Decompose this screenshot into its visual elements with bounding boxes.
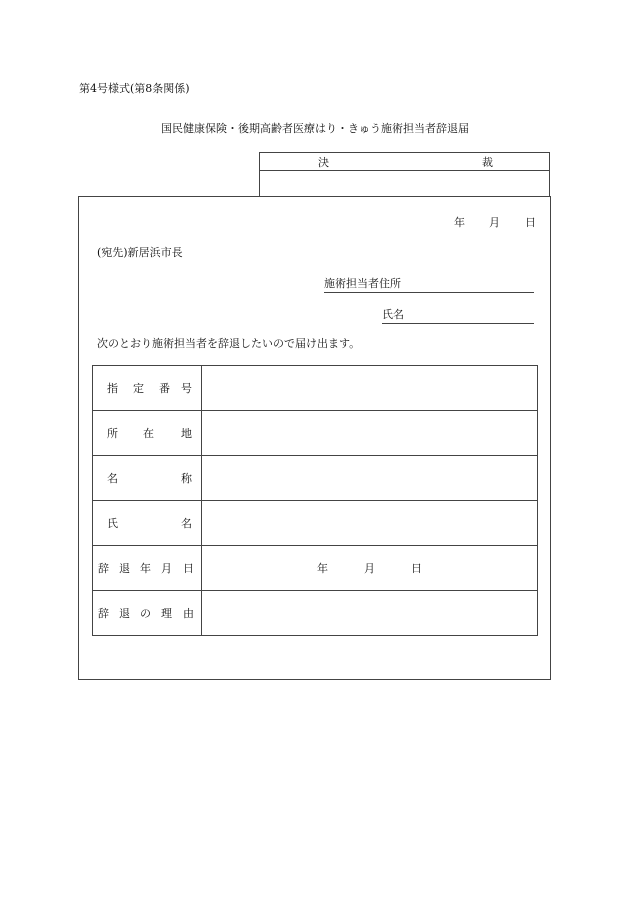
label-char: 日 [183, 562, 194, 575]
label-char: 年 [140, 562, 151, 575]
label-char: 番 [159, 382, 170, 395]
document-title: 国民健康保険・後期高齢者医療はり・きゅう施術担当者辞退届 [161, 122, 469, 135]
form-frame [78, 196, 551, 680]
date-day: 日 [525, 216, 536, 229]
details-table [92, 365, 538, 636]
label-char: 地 [181, 427, 192, 440]
approval-stamp-area[interactable] [260, 171, 549, 197]
approval-box-header [260, 153, 549, 171]
approval-label-left: 決 [318, 156, 329, 169]
table-row [93, 411, 538, 456]
row-label-facility-name [93, 456, 202, 501]
table-row [93, 501, 538, 546]
practitioner-address-label: 施術担当者住所 [324, 277, 401, 290]
table-row [93, 366, 538, 411]
label-char: 退 [119, 562, 130, 575]
row-label-designation-number [93, 366, 202, 411]
label-char: 由 [183, 607, 194, 620]
label-char: 称 [181, 472, 192, 485]
label-char: 理 [161, 607, 172, 620]
approval-label-right: 裁 [482, 156, 493, 169]
label-char: 指 [107, 382, 118, 395]
row-label-person-name [93, 501, 202, 546]
label-char: 辞 [98, 607, 109, 620]
label-char: 辞 [98, 562, 109, 575]
label-char: 定 [133, 382, 144, 395]
practitioner-address-field[interactable] [324, 275, 534, 293]
label-char: 退 [119, 607, 130, 620]
row-label-location [93, 411, 202, 456]
practitioner-name-label: 氏名 [382, 308, 404, 321]
withdrawal-year-unit: 年 [317, 562, 328, 575]
table-row [93, 591, 538, 636]
row-label-withdrawal-date [93, 546, 202, 591]
label-char: 氏 [107, 517, 118, 530]
label-char: の [140, 607, 151, 620]
statement: 次のとおり施術担当者を辞退したいので届け出ます。 [97, 337, 361, 350]
label-char: 所 [107, 427, 118, 440]
withdrawal-month-unit: 月 [364, 562, 375, 575]
label-char: 名 [181, 517, 192, 530]
location-input[interactable] [202, 411, 538, 456]
row-label-withdrawal-reason [93, 591, 202, 636]
label-char: 名 [107, 472, 118, 485]
approval-box [259, 152, 550, 196]
withdrawal-reason-input[interactable] [202, 591, 538, 636]
withdrawal-date-input[interactable] [202, 546, 538, 591]
table-row [93, 456, 538, 501]
person-name-input[interactable] [202, 501, 538, 546]
addressee: (宛先)新居浜市長 [97, 246, 183, 259]
designation-number-input[interactable] [202, 366, 538, 411]
facility-name-input[interactable] [202, 456, 538, 501]
withdrawal-day-unit: 日 [411, 562, 422, 575]
label-char: 号 [181, 382, 192, 395]
table-row [93, 546, 538, 591]
date-month: 月 [489, 216, 500, 229]
form-number: 第4号様式(第8条関係) [79, 82, 190, 95]
label-char: 月 [161, 562, 172, 575]
practitioner-name-field[interactable] [382, 306, 534, 324]
label-char: 在 [143, 427, 154, 440]
date-year: 年 [454, 216, 465, 229]
